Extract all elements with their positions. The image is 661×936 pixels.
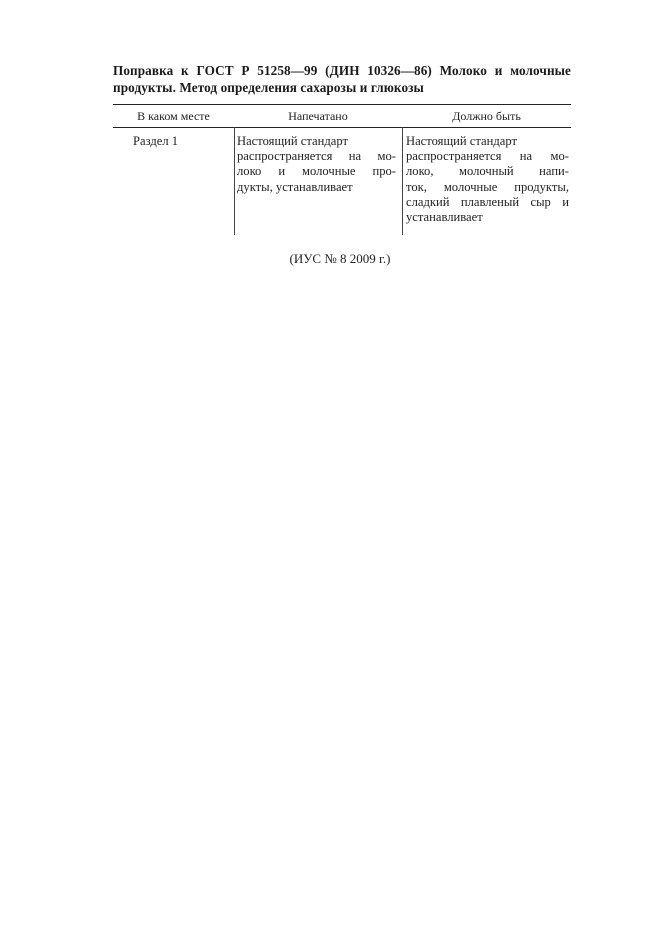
should-be-line: устанавливает <box>406 210 483 225</box>
title-line-1: Поправка к ГОСТ Р 51258—99 (ДИН 10326—86) Молоко и молочные <box>113 63 571 78</box>
table-top-rule <box>113 104 571 105</box>
document-title <box>113 63 571 96</box>
should-be-line: ток, молочные продукты, <box>406 179 569 194</box>
printed-line: локо и молочные про- <box>237 164 396 179</box>
table-header-place: В каком месте <box>137 109 210 123</box>
column-divider-1 <box>234 127 235 235</box>
printed-line: распространяется на мо- <box>237 149 396 164</box>
table-cell-place: Раздел 1 <box>133 134 179 148</box>
should-be-line: сладкий плавленый сыр и <box>406 194 569 209</box>
table-header-printed: Напечатано <box>288 109 348 123</box>
should-be-line: распространяется на мо- <box>406 149 569 164</box>
printed-line: дукты, устанавливает <box>237 179 353 194</box>
table-cell-should-be <box>406 134 569 225</box>
column-divider-2 <box>402 127 403 235</box>
table-cell-printed <box>237 134 396 195</box>
source-note: (ИУС № 8 2009 г.) <box>289 251 391 266</box>
table-header-should-be: Должно быть <box>452 109 521 123</box>
should-be-line: локо, молочный напи- <box>406 164 569 179</box>
title-line-2: продукты. Метод определения сахарозы и глюкозы <box>113 79 424 95</box>
printed-line: Настоящий стандарт <box>237 134 348 148</box>
should-be-line: Настоящий стандарт <box>406 134 517 148</box>
table-header-rule <box>113 127 571 128</box>
